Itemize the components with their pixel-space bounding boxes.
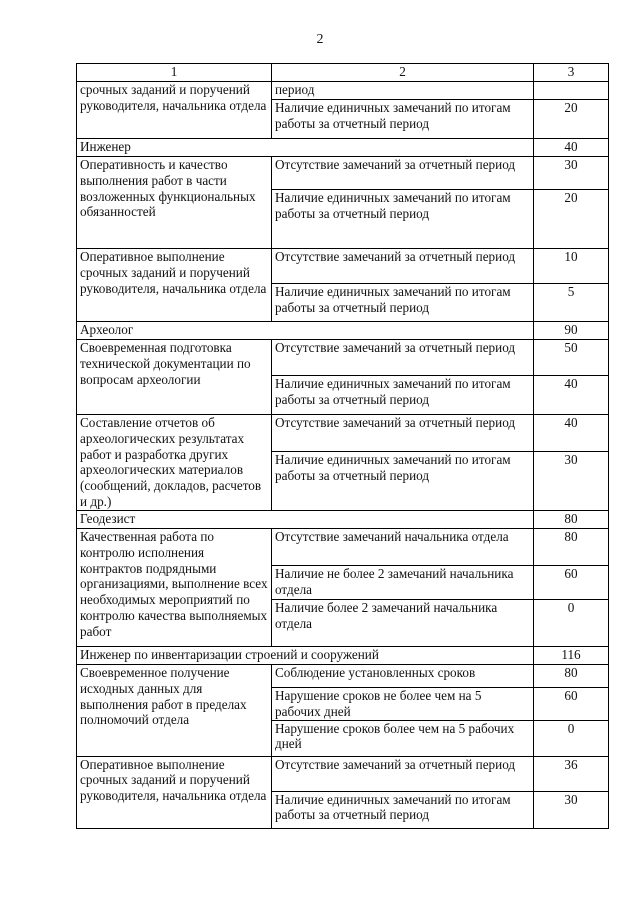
criterion-row [77, 665, 609, 688]
criterion-row [77, 82, 609, 100]
criterion-text: Наличие единичных замечаний по итогам работы за отчетный период [272, 100, 534, 139]
section-points: 40 [534, 139, 609, 157]
section-row [77, 322, 609, 340]
table-header-row [77, 64, 609, 82]
criterion-text: Наличие более 2 замечаний начальника отдела [272, 600, 534, 647]
criterion-points: 30 [534, 157, 609, 190]
criterion-text: Отсутствие замечаний за отчетный период [272, 340, 534, 376]
section-row [77, 139, 609, 157]
criterion-text: Нарушение сроков более чем на 5 рабочих дней [272, 720, 534, 756]
criteria-table-body [77, 64, 609, 829]
header-col-3: 3 [534, 64, 609, 82]
criterion-points: 30 [534, 452, 609, 511]
header-col-2: 2 [272, 64, 534, 82]
section-title: Инженер по инвентаризации строений и сооружений [77, 647, 534, 665]
criterion-text: Наличие единичных замечаний по итогам работы за отчетный период [272, 284, 534, 322]
criterion-points: 40 [534, 376, 609, 415]
section-points: 116 [534, 647, 609, 665]
indicator-name: Своевременное получение исходных данных для выполнения работ в пределах полномочий отдела [77, 665, 272, 757]
criteria-table [76, 63, 609, 829]
section-row [77, 511, 609, 529]
criterion-text: Наличие единичных замечаний по итогам работы за отчетный период [272, 452, 534, 511]
criterion-points: 20 [534, 190, 609, 249]
criterion-points: 40 [534, 415, 609, 452]
section-row [77, 647, 609, 665]
criterion-text: Отсутствие замечаний начальника отдела [272, 529, 534, 566]
page-number: 2 [316, 32, 324, 47]
criterion-points: 60 [534, 566, 609, 600]
criterion-row [77, 756, 609, 791]
criterion-points: 80 [534, 665, 609, 688]
criterion-text: Наличие не более 2 замечаний начальника отдела [272, 566, 534, 600]
criterion-points: 20 [534, 100, 609, 139]
criterion-points: 0 [534, 600, 609, 647]
indicator-name: Оперативное выполнение срочных заданий и поручений руководителя, начальника отдела [77, 756, 272, 828]
criterion-points: 30 [534, 791, 609, 828]
criterion-text: Наличие единичных замечаний по итогам работы за отчетный период [272, 190, 534, 249]
criterion-row [77, 157, 609, 190]
criterion-row [77, 415, 609, 452]
section-title: Инженер [77, 139, 534, 157]
criterion-row [77, 529, 609, 566]
indicator-name: срочных заданий и поручений руководителя, начальника отдела [77, 82, 272, 139]
indicator-name: Оперативное выполнение срочных заданий и поручений руководителя, начальника отдела [77, 249, 272, 322]
section-points: 90 [534, 322, 609, 340]
criterion-points [534, 82, 609, 100]
criterion-text: период [272, 82, 534, 100]
section-title: Археолог [77, 322, 534, 340]
criterion-points: 5 [534, 284, 609, 322]
criterion-text: Наличие единичных замечаний по итогам работы за отчетный период [272, 376, 534, 415]
criterion-text: Наличие единичных замечаний по итогам работы за отчетный период [272, 791, 534, 828]
criterion-points: 80 [534, 529, 609, 566]
indicator-name: Составление отчетов об археологических результатах работ и разработка других археологических материалов (сообщений, докладов, расчетов и др.) [77, 415, 272, 511]
criterion-text: Отсутствие замечаний за отчетный период [272, 756, 534, 791]
criterion-row [77, 340, 609, 376]
criterion-row [77, 249, 609, 284]
indicator-name: Своевременная подготовка технической документации по вопросам археологии [77, 340, 272, 415]
criterion-text: Нарушение сроков не более чем на 5 рабочих дней [272, 688, 534, 721]
criterion-points: 0 [534, 720, 609, 756]
section-points: 80 [534, 511, 609, 529]
criterion-points: 60 [534, 688, 609, 721]
criterion-points: 50 [534, 340, 609, 376]
criterion-points: 36 [534, 756, 609, 791]
criterion-text: Отсутствие замечаний за отчетный период [272, 249, 534, 284]
indicator-name: Качественная работа по контролю исполнения контрактов подрядными организациями, выполнение всех необходимых мероприятий по контролю качества выполняемых работ [77, 529, 272, 647]
indicator-name: Оперативность и качество выполнения работ в части возложенных функциональных обязанностей [77, 157, 272, 249]
criterion-text: Отсутствие замечаний за отчетный период [272, 415, 534, 452]
section-title: Геодезист [77, 511, 534, 529]
criterion-text: Соблюдение установленных сроков [272, 665, 534, 688]
criterion-points: 10 [534, 249, 609, 284]
header-col-1: 1 [77, 64, 272, 82]
criterion-text: Отсутствие замечаний за отчетный период [272, 157, 534, 190]
